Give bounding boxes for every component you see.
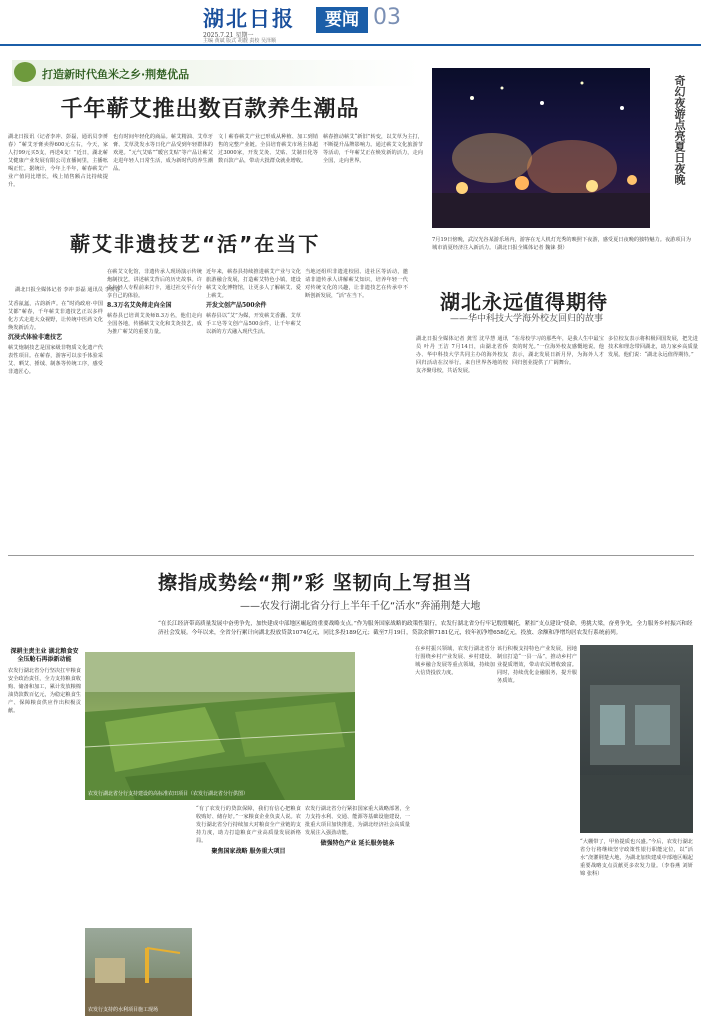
article4-text: 农发行湖北省分行坚决扛牢粮食安全政治责任，全力支持粮食收购、储备和加工，累计发放粮棉油贷款数百亿元，为稳定粮食生产、保障粮食供应作出积极贡献。 — [8, 668, 81, 714]
article1-column: 文丨蕲春蕲艾产业已形成从种植、加工到销售的完整产业链。全县培育蕲艾市场主体超过3000家，开发艾灸、艾贴、艾制日化等数百款产品，带动大批群众就业增收。 — [218, 134, 318, 164]
construction-photo-art — [85, 928, 192, 1016]
article1-column: 湖北日报讯（记者李冲、彭磊，通讯员李赟春）“蕲艾牙膏卖得600元左右，今天，家人打99元买5支，再送4支！”近日，湖北蕲艾健康产业发展有限公司直播间里，主播吆喝正忙。据统计，今年上半年，蕲春蕲艾产业产值同比增长，线上销售额占比持续提升。 — [8, 134, 108, 188]
article3-column: 湖北日报全媒体记者 龚雪 沈早慧 通讯员 叶丹 王洁 7月14日，由湖北省侨办、华中科技大学共同主办的海外校友回归活动在汉举行。来自世界各地的校友齐聚母校，共话发展。 — [416, 336, 508, 374]
masthead — [0, 0, 701, 44]
article4-column — [196, 805, 301, 1017]
article2-text: 在蕲艾文化馆，非遗传承人现场演示传统炮制技艺，讲述蕲艾背后的历史故事。许多年轻人专程前来打卡，通过社交平台分享自己的体验。 — [107, 269, 202, 299]
article3-headline: 湖北永远值得期待 — [440, 290, 608, 314]
article2-column — [8, 300, 103, 544]
article1-column: 也有时间年轻化的商品。蕲艾精油、艾草牙膏、艾草洗发水等日化产品受到年轻群体的欢迎。“元气艾贴”“暖宫艾贴”等产品让蕲艾走进年轻人日常生活，成为新时代的养生潮品。 — [113, 134, 213, 172]
article2-column — [107, 268, 202, 544]
article3-subtitle: ——华中科技大学海外校友回归的故事 — [450, 314, 604, 324]
article2-subhead: 8.3万名艾灸师走向全国 — [107, 302, 172, 309]
section-label: 要闻 — [316, 7, 368, 33]
article1-column: 蕲春推动蕲艾“新旧”转变，以艾草为主打，不断提升品牌影响力。通过蕲艾文化旅游节等活动，千年蕲艾正在焕发新的活力，走向全国，走向世界。 — [323, 134, 423, 164]
article4-left-subhead: 深耕主责主业 湖北粮食安全压舱石再添新动能 — [10, 648, 79, 663]
article4-left-column — [8, 645, 81, 1015]
section-divider — [8, 555, 694, 556]
article2-text: 艾香氤氲，古韵新声。在“时尚政府·中国艾都”蕲春，千年蕲艾非遗技艺正以多样化方式走进大众视野，让传统中医药文化焕发新活力。 — [8, 301, 103, 331]
article2-headline: 蕲艾非遗技艺“活”在当下 — [70, 232, 321, 256]
series-title: 打造新时代鱼米之乡·荆楚优品 — [42, 68, 190, 81]
article4-text: “有了农发行的贷款保障，我们有信心把粮食收购好、储存好。”一家粮食企业负责人说。农发行湖北省分行持续加大对粮食全产业链的支持力度，助力打造粮食产业高质量发展新格局。 — [196, 806, 301, 844]
article3-column: 多位校友表示将积极回国发展，把先进技术和理念带回湖北，助力家乡高质量发展。他们说：“湖北永远值得期待。” — [608, 336, 698, 358]
article1-headline: 千年蕲艾推出数百款养生潮品 — [60, 97, 360, 122]
farmland-photo — [85, 652, 355, 800]
article2-byline: 湖北日报全媒体记者 李冲 彭磊 通讯员 李赟春 — [15, 287, 121, 293]
article2-text: 近年来，蕲春县持续推进蕲艾产业与文化旅游融合发展，打造蕲艾特色小镇，建设蕲艾文化博物馆，让更多人了解蕲艾、爱上蕲艾。 — [206, 269, 301, 299]
night-tour-photo — [432, 68, 650, 228]
construction-photo-caption: 农发行支持的水利项目施工现场 — [88, 1007, 159, 1013]
article2-subhead: 开发文创产品500余件 — [206, 302, 267, 309]
header-rule — [0, 44, 701, 46]
article2-text: 蕲艾炮制技艺是国家级非物质文化遗产代表性项目。在蕲春，游客可以亲手体验采艾、晒艾、捶绒、制条等传统工序，感受非遗匠心。 — [8, 345, 103, 375]
article4-lead: “在长江经济带高质量发展中奋勇争先，加快建成中部地区崛起的重要战略支点。”作为服务国家战略的政策性银行，农发行湖北省分行牢记殷殷嘱托，紧扣“支点建设”使命，勇挑大梁，奋勇争先，全力服务乡村振兴和经济社会发展。今年以来，全省分行累计向湖北投放贷款1074亿元，同比多投189亿元；截至7月19日，贷款余额7181亿元，较年初净增658亿元，投放、余额和净增均居农发行系统前列。 — [158, 621, 693, 636]
article2-text: 蕲春县以“艾”为媒，开发蕲艾香囊、艾草手工皂等文创产品500余件，让千年蕲艾以新的方式融入现代生活。 — [206, 313, 301, 335]
series-leaf-icon — [14, 62, 36, 82]
article4-text: 农发行湖北省分行紧扣国家重大战略部署，全力支持水利、交通、能源等基础设施建设，一批重大项目加快推进，为湖北经济社会高质量发展注入强劲动能。 — [305, 806, 410, 836]
factory-photo-art — [580, 645, 693, 833]
newspaper-logo: 湖北日报 — [203, 7, 295, 31]
night-photo-title: 奇幻夜游点亮夏日夜晚 — [673, 75, 686, 185]
article4-headline: 擦指成势绘“荆”彩 坚韧向上写担当 — [158, 572, 473, 594]
farmland-photo-caption: 农发行湖北省分行支持建设的高标准农田项目（农发行湖北省分行供图） — [88, 791, 249, 797]
article2-subhead: 沉浸式体验非遗技艺 — [8, 334, 63, 341]
article2-column — [206, 268, 301, 544]
farmland-photo-art — [85, 652, 355, 800]
article4-subhead: 做强特色产业 延长服务链条 — [320, 840, 395, 847]
article3-column: “在母校学习的那些年，是我人生中最宝贵的时光。”一位海外校友感慨地说。他表示，湖北发展日新月异，为海外人才回归创业提供了广阔舞台。 — [512, 336, 604, 366]
article2-text: 蕲春县已培训艾灸师8.3万名，他们走向全国各地，传播蕲艾文化和艾灸技艺，成为推广蕲艾的重要力量。 — [107, 313, 202, 335]
article4-column: “大棚带了，甲鱼提质也兴盛。”今后，农发行湖北省分行将继续坚守政策性银行职能定位，以“活水”浇灌荆楚大地，为湖北加快建成中部地区崛起重要战略支点贡献更多农发力量。（李春燕 刘妍锦 张科） — [580, 839, 693, 877]
article2-column: 当地还组织非遗进校园、进社区等活动，邀请非遗传承人讲解蕲艾知识，培养年轻一代对传统文化的兴趣，让非遗技艺在传承中不断创新发展，“活”在当下。 — [305, 269, 408, 299]
article4-subhead: 聚焦国家战略 服务重大项目 — [211, 848, 286, 855]
factory-photo — [580, 645, 693, 833]
page-number: 03 — [373, 5, 401, 30]
article4-column — [305, 805, 410, 1017]
article4-column: 在乡村振兴领域，农发行湖北省分行围绕乡村产业发展、乡村建设、城乡融合发展等重点领域，持续加大信贷投放力度。 — [415, 646, 495, 676]
construction-photo — [85, 928, 192, 1016]
issue-date: 2025.7.21 星期一 — [203, 32, 254, 39]
night-photo-art — [432, 68, 650, 228]
editor-line: 主编 黄斌 版式 胡靓 责校 吴泽顺 — [203, 38, 276, 44]
article4-column: 该行积极支持特色产业发展，因地制宜打造“一县一品”，推动乡村产业提质增效，带动农民增收致富。同时，持续优化金融服务，提升服务质效。 — [497, 646, 577, 684]
night-photo-caption: 7月19日傍晚，武汉光谷某游乐场内，游客在无人机灯光秀的映照下夜游，感受夏日夜晚的独特魅力。夜游项目为城市消夏经济注入新活力。（湖北日报全媒体记者 魏铼 摄） — [432, 237, 691, 251]
article4-subtitle: ——农发行湖北省分行上半年千亿“活水”奔涌荆楚大地 — [240, 601, 481, 612]
